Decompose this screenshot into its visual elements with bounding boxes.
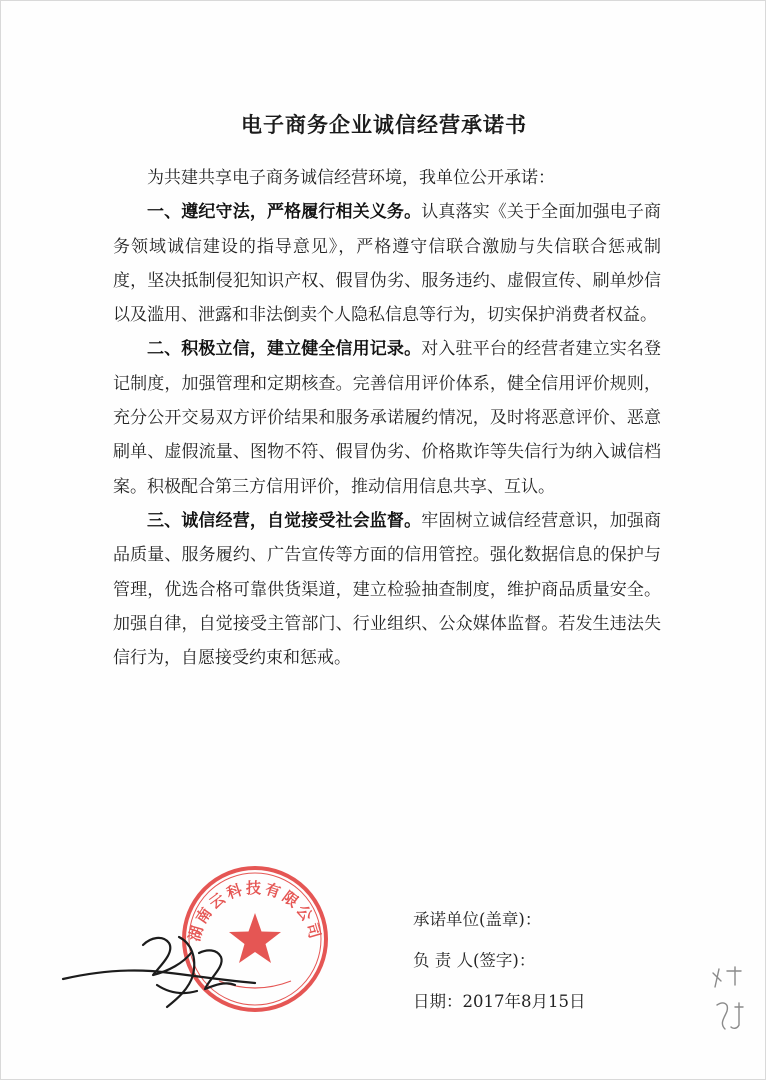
date-row [413,981,586,1022]
document-title: 电子商务企业诚信经营承诺书 [241,112,527,137]
date-value: 2017年8月15日 [462,992,586,1011]
section-paragraph-1 [113,195,661,332]
section-body-2: 对入驻平台的经营者建立实名登记制度，加强管理和定期核查。完善信用评价体系，健全信用评价规则，充分公开交易双方评价结果和服务承诺履约情况，及时将恶意评价、恶意刷单、虚假流量、图物不符、假冒伪劣、价格欺诈等失信行为纳入诚信档案。积极配合第三方信用评价，推动信用信息共享、互认。 [113,339,662,497]
responsible-person-row: 负 责 人(签字)： [413,951,536,970]
signature-block [413,899,586,1022]
section-heading-1: 一、遵纪守法，严格履行相关义务。 [147,202,422,223]
intro-paragraph: 为共建共享电子商务诚信经营环境，我单位公开承诺： [147,168,555,188]
section-heading-2: 二、积极立信，建立健全信用记录。 [147,339,422,360]
section-body-3: 牢固树立诚信经营意识，加强商品质量、服务履约、广告宣传等方面的信用管控。强化数据信息的保护与管理，优选合格可靠供货渠道，建立检验抽查制度，维护商品质量安全。加强自律，自觉接受主管部门、行业组织、公众媒体监督。若发生违法失信行为，自愿接受约束和惩戒。 [113,510,662,669]
section-body-1: 认真落实《关于全面加强电子商务领域诚信建设的指导意见》，严格遵守信联合激励与失信联合惩戒制度，坚决抵制侵犯知识产权、假冒伪劣、服务违约、虚假宣传、刷单炒信以及滥用、泄露和非法倒卖个人隐私信息等行为，切实保护消费者权益。 [113,202,662,326]
date-label: 日期： [413,992,463,1011]
section-heading-3: 三、诚信经营，自觉接受社会监督。 [147,510,422,531]
document-body [113,161,661,675]
section-paragraph-2 [113,332,661,503]
handwritten-signature-icon [59,923,259,1015]
unit-stamp-row: 承诺单位(盖章)： [413,910,542,929]
seal-ring-text: 湖南云科技有限公司 [185,879,325,944]
margin-note-icon [707,963,753,1037]
section-paragraph-3 [113,504,661,675]
